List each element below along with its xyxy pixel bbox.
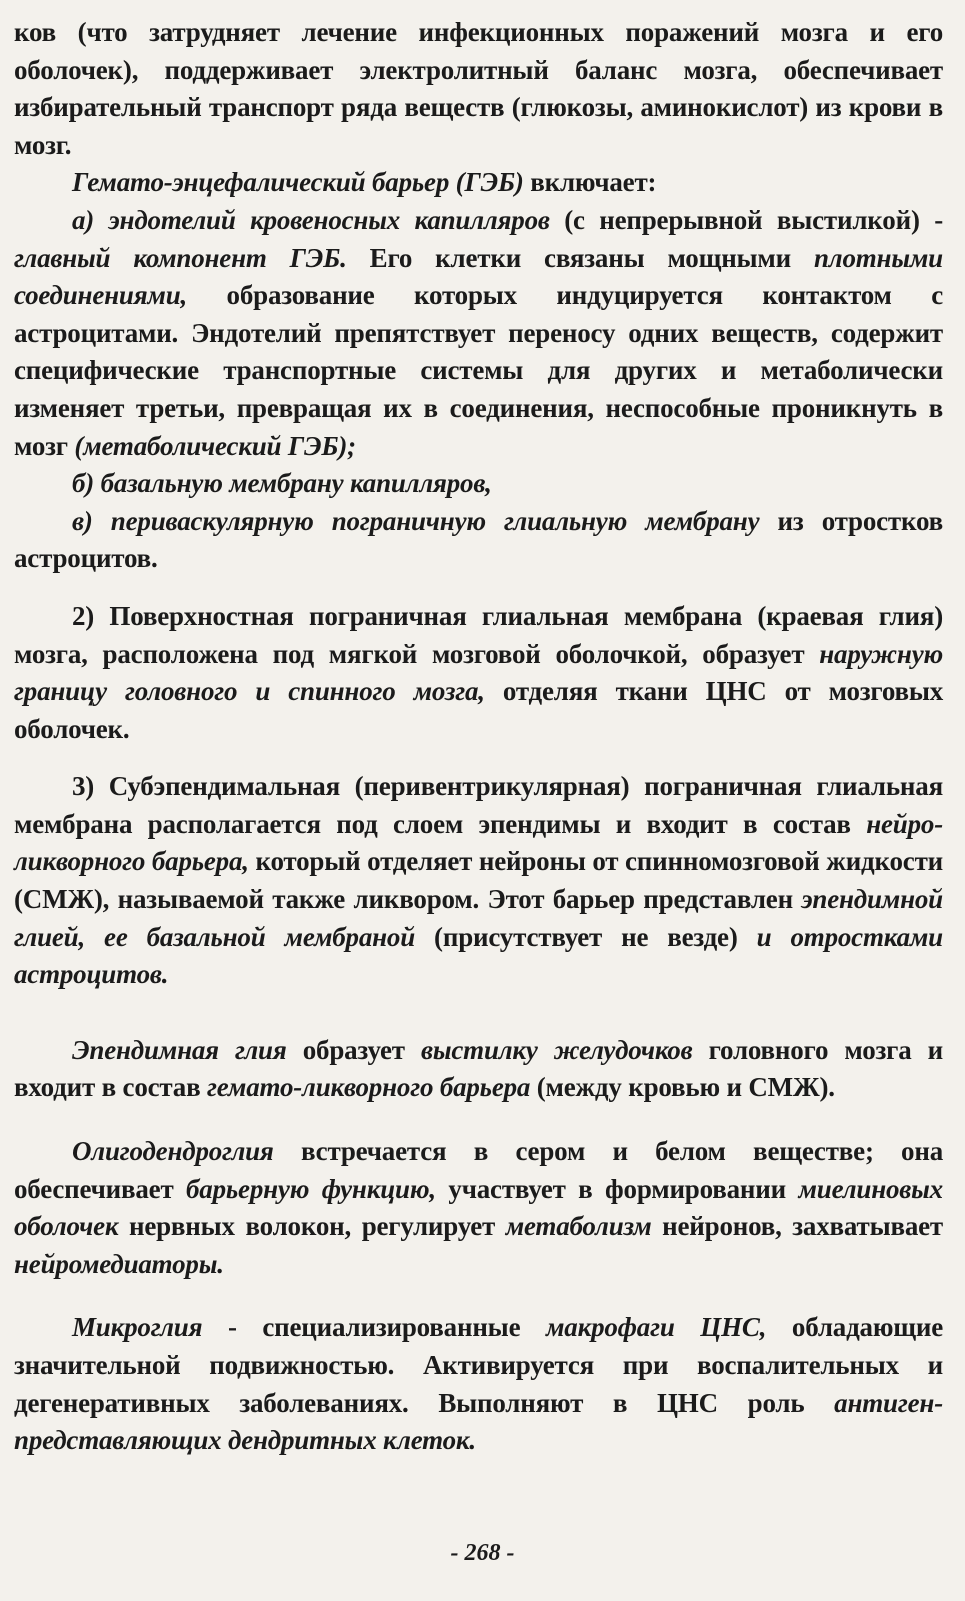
text-run-italic: нейромедиаторы. bbox=[14, 1248, 224, 1279]
text-run: головного мозга и входит в состав bbox=[14, 1034, 943, 1103]
text-run-italic: плотными соединениями, bbox=[14, 242, 943, 311]
paragraph-surface-membrane bbox=[14, 598, 943, 748]
perivascular-term: в) периваскулярную пограничную глиальную мембрану bbox=[72, 505, 760, 536]
endothelium-term: а) эндотелий кровеносных капилляров bbox=[72, 204, 550, 235]
text-run: образует bbox=[286, 1034, 421, 1065]
paragraph-perivascular bbox=[14, 503, 943, 578]
oligodendroglia-term: Олигодендроглия bbox=[72, 1136, 274, 1167]
text-run: обладающие значительной подвижностью. Активируется при воспалительных и дегенеративных заболеваниях. Выполняют в ЦНС роль bbox=[14, 1312, 943, 1418]
paragraph-subependymal bbox=[14, 768, 943, 994]
text-run-italic: барьерную функцию, bbox=[186, 1173, 436, 1204]
text-run-italic: и отростками астроцитов. bbox=[14, 921, 943, 990]
text-run: образование которых индуцируется контактом с астроцитами. Эндотелий препятствует переносу одних веществ, содержит специфические транспортные системы для других и метаболически изменяет третьи, превращая их в соединения, неспособные проникнуть в мозг bbox=[14, 280, 943, 461]
surface-membrane-term: 2) Поверхностная пограничная глиальная мембрана (краевая глия) bbox=[72, 600, 943, 631]
paragraph-basal-membrane bbox=[14, 465, 943, 503]
text-run: отделяя ткани ЦНС от мозговых оболочек. bbox=[14, 676, 944, 744]
microglia-term: Микроглия bbox=[72, 1312, 203, 1343]
text-run-italic: антиген-представляющих дендритных клеток. bbox=[14, 1387, 943, 1456]
text-run: нервных волокон, регулирует bbox=[118, 1211, 506, 1242]
text-run-italic: макрофаги ЦНС, bbox=[545, 1312, 767, 1343]
text-run-italic: метаболизм bbox=[505, 1211, 652, 1242]
text-run: из отростков астроцитов. bbox=[14, 505, 944, 574]
text-run: располагается под слоем эпендимы и входит в состав bbox=[132, 808, 867, 839]
text-run: который отделяет нейроны от спинномозговой жидкости (СМЖ), называемой также ликвором. Этот барьер представлен bbox=[14, 846, 944, 915]
text-run: нейронов, захватывает bbox=[651, 1211, 943, 1242]
text-run-italic: эпендимной глией, ее базальной мембраной bbox=[14, 884, 943, 952]
text-run-italic: миелиновых оболочек bbox=[14, 1173, 943, 1242]
paragraph-geb-heading bbox=[14, 164, 943, 202]
geb-includes: включает: bbox=[523, 167, 657, 198]
text-run: участвует в формировании bbox=[435, 1173, 799, 1204]
text-run: Его клетки связаны мощными bbox=[346, 242, 814, 273]
text-run-italic: выстилку желудочков bbox=[420, 1034, 693, 1065]
text-run: - специализированные bbox=[202, 1312, 546, 1343]
text-run: (с непрерывной выстилкой) - bbox=[549, 204, 943, 235]
text-run-italic: наружную границу головного и спинного мозга, bbox=[14, 638, 943, 707]
geb-term: Гемато-энцефалический барьер (ГЭБ) bbox=[72, 167, 524, 198]
text-run: (между кровью и СМЖ). bbox=[530, 1072, 835, 1103]
paragraph-intro bbox=[14, 14, 943, 164]
paragraph-microglia bbox=[14, 1309, 943, 1459]
text-run: встречается в сером и белом веществе; она обеспечивает bbox=[14, 1136, 943, 1204]
text-run-italic: (метаболический ГЭБ); bbox=[74, 430, 356, 461]
page-number: - 268 - bbox=[450, 1540, 515, 1566]
intro-text: ков (что затрудняет лечение инфекционных поражений мозга и его оболочек), поддерживает электролитный баланс мозга, обеспечивает избирательный транспорт ряда веществ (глюкозы, аминокислот) из крови в мозг. bbox=[14, 17, 943, 160]
paragraph-endothelium bbox=[14, 202, 943, 465]
text-run-italic: нейро-ликворного барьера, bbox=[14, 808, 943, 877]
text-run-italic: главный компонент ГЭБ. bbox=[14, 242, 347, 273]
text-run: (присутствует не везде) bbox=[415, 921, 757, 952]
paragraph-ependymal-glia bbox=[14, 1032, 943, 1107]
ependymal-glia-term: Эпендимная глия bbox=[72, 1034, 287, 1065]
paragraph-oligodendroglia bbox=[14, 1133, 943, 1283]
text-run: мозга, расположена под мягкой мозговой оболочкой, образует bbox=[14, 638, 820, 669]
basal-membrane-term: б) базальную мембрану капилляров, bbox=[72, 468, 492, 499]
text-run-italic: гемато-ликворного барьера bbox=[207, 1072, 531, 1103]
subependymal-term: 3) Субэпендимальная (перивентрикулярная) пограничная глиальная мембрана bbox=[14, 771, 943, 839]
